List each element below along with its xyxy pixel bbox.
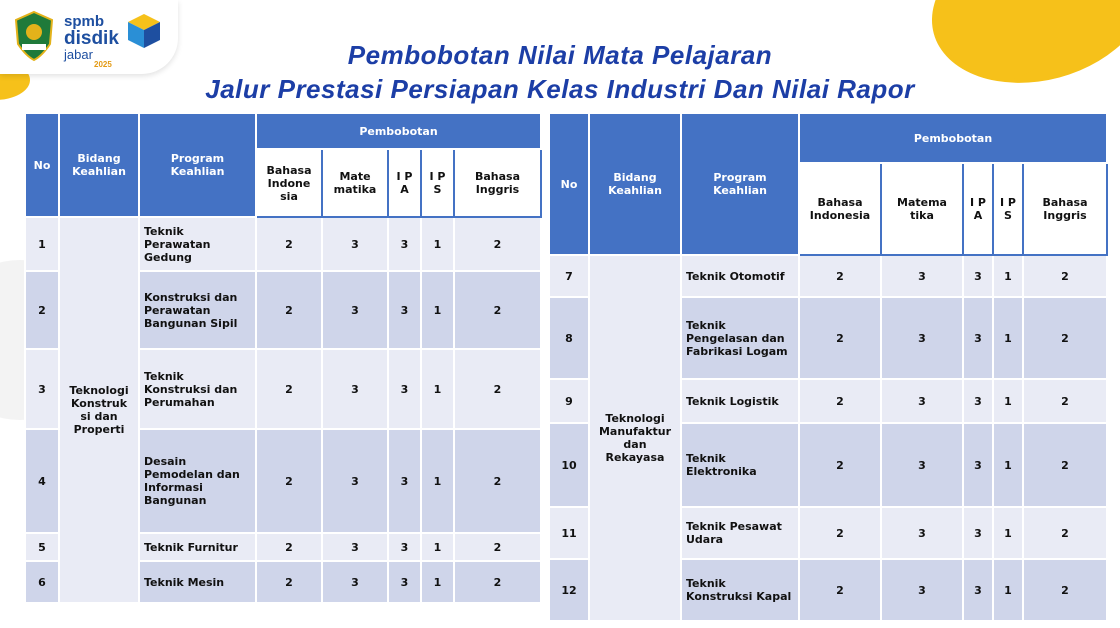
header-bidang: Bidang Keahlian: [589, 113, 681, 255]
page-title: Pembobotan Nilai Mata Pelajaran: [347, 40, 773, 70]
weight-bahasa-inggris: 2: [1023, 379, 1107, 423]
header-no: No: [25, 113, 59, 217]
table-row: [25, 217, 541, 271]
header-bahasa-indonesia: Bahasa Indone sia: [256, 149, 322, 217]
weight-ips: 1: [421, 349, 454, 429]
logo-line2: disdik: [64, 28, 119, 49]
program-keahlian-cell: Teknik Pengelasan dan Fabrikasi Logam: [681, 297, 799, 379]
weight-ips: 1: [421, 217, 454, 271]
weight-matematika: 3: [322, 533, 388, 561]
header-program: Program Keahlian: [139, 113, 256, 217]
weight-bahasa-indonesia: 2: [256, 349, 322, 429]
weight-bahasa-indonesia: 2: [256, 217, 322, 271]
left-weight-table: [24, 112, 542, 604]
weight-matematika: 3: [881, 507, 963, 559]
weight-matematika: 3: [322, 349, 388, 429]
weight-matematika: 3: [881, 379, 963, 423]
row-number: 5: [25, 533, 59, 561]
weight-matematika: 3: [322, 217, 388, 271]
weight-ipa: 3: [388, 217, 421, 271]
weight-bahasa-indonesia: 2: [256, 429, 322, 533]
program-keahlian-cell: Konstruksi dan Perawatan Bangunan Sipil: [139, 271, 256, 349]
weight-bahasa-inggris: 2: [1023, 559, 1107, 621]
header-bahasa-inggris: Bahasa Inggris: [454, 149, 541, 217]
weight-bahasa-indonesia: 2: [799, 423, 881, 507]
logo-line1: spmb: [64, 13, 105, 30]
weight-bahasa-indonesia: 2: [799, 297, 881, 379]
row-number: 10: [549, 423, 589, 507]
header-matematika: Matema tika: [881, 163, 963, 255]
weight-bahasa-indonesia: 2: [256, 271, 322, 349]
row-number: 4: [25, 429, 59, 533]
header-pembobotan: Pembobotan: [799, 113, 1107, 163]
weight-ips: 1: [993, 559, 1023, 621]
weight-bahasa-inggris: 2: [454, 561, 541, 603]
program-keahlian-cell: Desain Pemodelan dan Informasi Bangunan: [139, 429, 256, 533]
weight-bahasa-indonesia: 2: [256, 533, 322, 561]
logo-line3: jabar: [64, 47, 93, 62]
table-row: [549, 255, 1107, 297]
weight-matematika: 3: [322, 271, 388, 349]
header-bahasa-inggris: Bahasa Inggris: [1023, 163, 1107, 255]
row-number: 6: [25, 561, 59, 603]
weight-matematika: 3: [881, 255, 963, 297]
weight-bahasa-indonesia: 2: [799, 379, 881, 423]
weight-matematika: 3: [881, 559, 963, 621]
weight-ips: 1: [993, 379, 1023, 423]
weight-ipa: 3: [963, 379, 993, 423]
weight-bahasa-inggris: 2: [1023, 507, 1107, 559]
weight-ipa: 3: [963, 423, 993, 507]
program-keahlian-cell: Teknik Elektronika: [681, 423, 799, 507]
page-subtitle: Jalur Prestasi Persiapan Kelas Industri Dan Nilai Rapor: [205, 74, 915, 104]
weight-ips: 1: [421, 533, 454, 561]
weight-matematika: 3: [881, 297, 963, 379]
weight-bahasa-inggris: 2: [454, 217, 541, 271]
weight-bahasa-inggris: 2: [1023, 255, 1107, 297]
row-number: 2: [25, 271, 59, 349]
row-number: 7: [549, 255, 589, 297]
program-keahlian-cell: Teknik Mesin: [139, 561, 256, 603]
weight-bahasa-inggris: 2: [454, 271, 541, 349]
row-number: 1: [25, 217, 59, 271]
weight-ipa: 3: [388, 533, 421, 561]
program-keahlian-cell: Teknik Otomotif: [681, 255, 799, 297]
weight-ipa: 3: [963, 507, 993, 559]
weight-matematika: 3: [881, 423, 963, 507]
logo-year: 2025: [94, 60, 112, 69]
weight-bahasa-inggris: 2: [454, 429, 541, 533]
weight-ipa: 3: [963, 255, 993, 297]
weight-bahasa-inggris: 2: [454, 533, 541, 561]
weight-bahasa-inggris: 2: [1023, 297, 1107, 379]
weight-ips: 1: [993, 507, 1023, 559]
program-keahlian-cell: Teknik Pesawat Udara: [681, 507, 799, 559]
weight-matematika: 3: [322, 561, 388, 603]
weight-ips: 1: [421, 561, 454, 603]
weight-ipa: 3: [963, 559, 993, 621]
weight-ips: 1: [993, 255, 1023, 297]
weight-ips: 1: [993, 297, 1023, 379]
weight-ips: 1: [993, 423, 1023, 507]
weight-ipa: 3: [963, 297, 993, 379]
header-no: No: [549, 113, 589, 255]
weight-matematika: 3: [322, 429, 388, 533]
header-bidang: Bidang Keahlian: [59, 113, 139, 217]
header-pembobotan: Pembobotan: [256, 113, 541, 149]
program-keahlian-cell: Teknik Logistik: [681, 379, 799, 423]
header-ips: I P S: [993, 163, 1023, 255]
weight-bahasa-indonesia: 2: [799, 559, 881, 621]
weight-ips: 1: [421, 271, 454, 349]
weight-ipa: 3: [388, 349, 421, 429]
weight-ipa: 3: [388, 561, 421, 603]
program-keahlian-cell: Teknik Perawatan Gedung: [139, 217, 256, 271]
program-keahlian-cell: Teknik Furnitur: [139, 533, 256, 561]
header-bahasa-indonesia: Bahasa Indonesia: [799, 163, 881, 255]
header-ipa: I P A: [963, 163, 993, 255]
weight-bahasa-indonesia: 2: [799, 507, 881, 559]
bidang-keahlian-cell: Teknologi Konstruk si dan Properti: [59, 217, 139, 603]
row-number: 3: [25, 349, 59, 429]
row-number: 8: [549, 297, 589, 379]
row-number: 11: [549, 507, 589, 559]
program-keahlian-cell: Teknik Konstruksi Kapal: [681, 559, 799, 621]
weight-bahasa-inggris: 2: [454, 349, 541, 429]
weight-ipa: 3: [388, 429, 421, 533]
weight-ipa: 3: [388, 271, 421, 349]
weight-ips: 1: [421, 429, 454, 533]
weight-bahasa-indonesia: 2: [256, 561, 322, 603]
right-weight-table: [548, 112, 1108, 622]
header-program: Program Keahlian: [681, 113, 799, 255]
weight-bahasa-indonesia: 2: [799, 255, 881, 297]
row-number: 12: [549, 559, 589, 621]
bidang-keahlian-cell: Teknologi Manufaktur dan Rekayasa: [589, 255, 681, 621]
header-matematika: Mate matika: [322, 149, 388, 217]
weight-bahasa-inggris: 2: [1023, 423, 1107, 507]
program-keahlian-cell: Teknik Konstruksi dan Perumahan: [139, 349, 256, 429]
row-number: 9: [549, 379, 589, 423]
header-ips: I P S: [421, 149, 454, 217]
header-ipa: I P A: [388, 149, 421, 217]
